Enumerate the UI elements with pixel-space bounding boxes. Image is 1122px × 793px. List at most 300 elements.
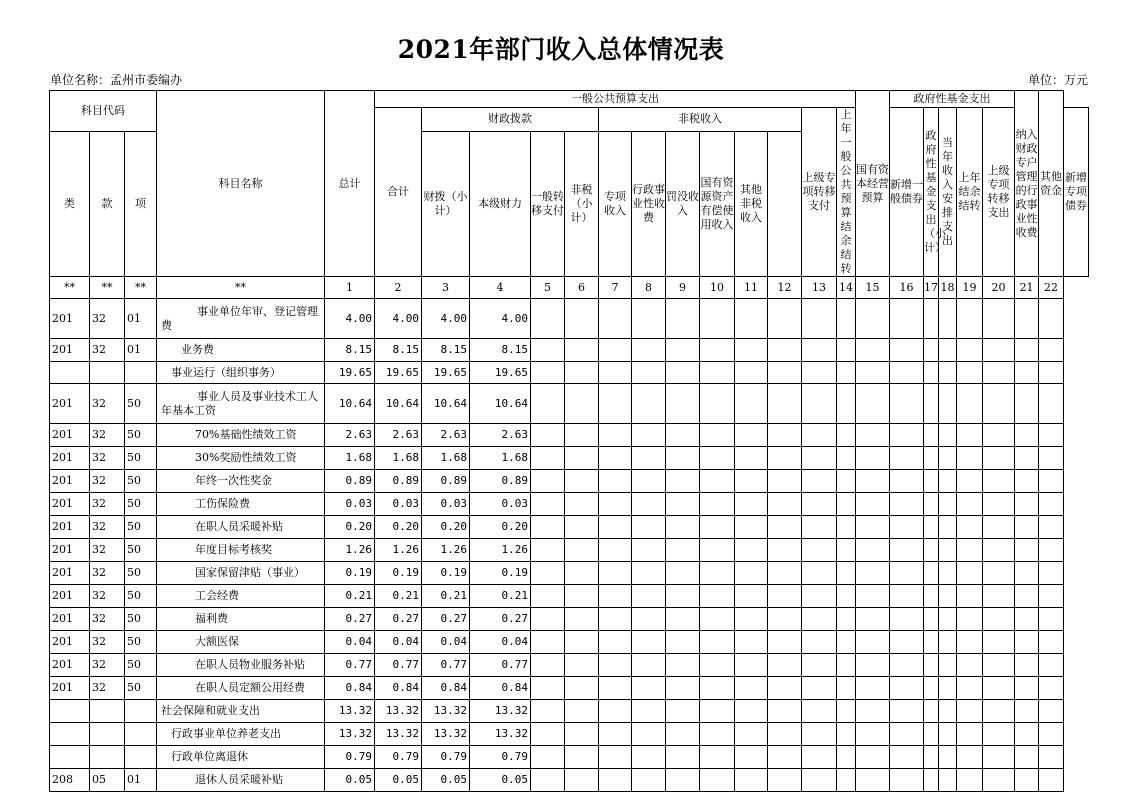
empty-cell [939, 362, 957, 384]
empty-cell [957, 539, 983, 562]
empty-cell [565, 700, 599, 723]
empty-cell [599, 384, 632, 424]
kuan-cell: 32 [90, 470, 125, 493]
sum-cell: 13.32 [375, 723, 422, 746]
empty-cell [957, 769, 983, 792]
empty-cell [924, 700, 939, 723]
table-row [50, 470, 1089, 493]
sum-cell: 1.26 [375, 539, 422, 562]
empty-cell [957, 447, 983, 470]
empty-cell [735, 746, 768, 769]
empty-cell [1015, 424, 1039, 447]
local-fiscal-cell: 0.21 [470, 585, 531, 608]
sum-cell: 0.20 [375, 516, 422, 539]
kuan-cell: 32 [90, 516, 125, 539]
xiang-cell: 50 [125, 585, 157, 608]
empty-cell [1015, 769, 1039, 792]
table-row [50, 562, 1089, 585]
kuan-cell: 32 [90, 677, 125, 700]
empty-cell [599, 516, 632, 539]
column-number-cell: 2 [375, 277, 422, 299]
empty-cell [1015, 299, 1039, 339]
empty-cell [735, 585, 768, 608]
empty-cell [531, 654, 565, 677]
total-cell: 0.20 [325, 516, 375, 539]
empty-cell [599, 424, 632, 447]
empty-cell [802, 608, 837, 631]
empty-cell [666, 608, 700, 631]
empty-cell [700, 447, 735, 470]
empty-cell [531, 631, 565, 654]
empty-cell [565, 585, 599, 608]
empty-cell [802, 362, 837, 384]
empty-cell [565, 608, 599, 631]
empty-cell [565, 516, 599, 539]
empty-cell [599, 539, 632, 562]
empty-cell [837, 677, 856, 700]
empty-cell [632, 424, 666, 447]
empty-cell [957, 631, 983, 654]
lei-cell: 201 [50, 539, 90, 562]
empty-cell [837, 608, 856, 631]
local-fiscal-cell: 0.19 [470, 562, 531, 585]
table-row [50, 362, 1089, 384]
empty-cell [1015, 654, 1039, 677]
table-row [50, 677, 1089, 700]
last-year-carry-header: 上年结余结转 [957, 108, 983, 277]
empty-cell [837, 447, 856, 470]
empty-cell [632, 562, 666, 585]
empty-cell [802, 299, 837, 339]
subject-name-cell: 30%奖励性绩效工资 [157, 447, 325, 470]
empty-cell [632, 585, 666, 608]
subject-name-cell: 年终一次性奖金 [157, 470, 325, 493]
empty-cell [837, 700, 856, 723]
empty-cell [632, 539, 666, 562]
general-budget-header: 一般公共预算支出 [375, 91, 856, 108]
empty-cell [924, 608, 939, 631]
xiang-cell: 01 [125, 769, 157, 792]
empty-cell [768, 700, 802, 723]
sum-cell: 10.64 [375, 384, 422, 424]
kuan-cell [90, 362, 125, 384]
empty-cell [1039, 654, 1064, 677]
empty-cell [700, 362, 735, 384]
empty-cell [890, 723, 924, 746]
empty-cell [924, 384, 939, 424]
empty-cell [983, 723, 1015, 746]
lei-header: 类 [50, 131, 90, 276]
empty-cell [1039, 539, 1064, 562]
empty-cell [856, 516, 890, 539]
empty-cell [531, 299, 565, 339]
empty-cell [531, 339, 565, 362]
sum-cell: 13.32 [375, 700, 422, 723]
table-row [50, 723, 1089, 746]
empty-cell [632, 654, 666, 677]
empty-cell [632, 362, 666, 384]
empty-cell [983, 631, 1015, 654]
kuan-cell: 32 [90, 339, 125, 362]
empty-cell [837, 339, 856, 362]
table-row [50, 384, 1089, 424]
table-row [50, 493, 1089, 516]
empty-cell [768, 470, 802, 493]
empty-cell [957, 424, 983, 447]
xiang-cell [125, 700, 157, 723]
empty-cell [531, 447, 565, 470]
empty-cell [802, 493, 837, 516]
lei-cell [50, 746, 90, 769]
xiang-cell: 50 [125, 631, 157, 654]
column-number-cell: 20 [983, 277, 1015, 299]
empty-cell [957, 362, 983, 384]
column-number-cell: 5 [531, 277, 565, 299]
empty-cell [531, 608, 565, 631]
empty-cell [837, 654, 856, 677]
empty-cell [1015, 339, 1039, 362]
empty-cell [735, 516, 768, 539]
empty-cell [1039, 562, 1064, 585]
empty-cell [957, 654, 983, 677]
empty-cell [735, 562, 768, 585]
empty-cell [565, 539, 599, 562]
empty-cell [957, 516, 983, 539]
empty-cell [700, 746, 735, 769]
xiang-cell: 50 [125, 516, 157, 539]
sum-cell: 0.84 [375, 677, 422, 700]
empty-cell [802, 769, 837, 792]
kuan-cell: 32 [90, 447, 125, 470]
empty-cell [666, 424, 700, 447]
mark-cell: ** [50, 277, 90, 299]
empty-cell [939, 654, 957, 677]
empty-cell [632, 746, 666, 769]
empty-cell [768, 299, 802, 339]
empty-cell [802, 447, 837, 470]
kuan-cell: 32 [90, 562, 125, 585]
empty-cell [856, 339, 890, 362]
empty-cell [565, 654, 599, 677]
mark-cell: ** [125, 277, 157, 299]
empty-cell [924, 299, 939, 339]
empty-cell [924, 493, 939, 516]
column-number-cell: 12 [768, 277, 802, 299]
current-year-header: 当年收入安排支出 [939, 108, 957, 277]
alloc-subtotal-cell: 1.26 [422, 539, 470, 562]
lei-cell [50, 362, 90, 384]
empty-cell [802, 516, 837, 539]
empty-cell [735, 493, 768, 516]
empty-cell [983, 700, 1015, 723]
empty-cell [1015, 384, 1039, 424]
total-cell: 0.79 [325, 746, 375, 769]
empty-cell [1015, 677, 1039, 700]
local-fiscal-header: 本级财力 [470, 131, 531, 276]
empty-cell [1039, 700, 1064, 723]
empty-cell [957, 585, 983, 608]
empty-cell [632, 447, 666, 470]
empty-cell [700, 677, 735, 700]
empty-cell [700, 339, 735, 362]
empty-cell [1039, 299, 1064, 339]
total-cell: 0.03 [325, 493, 375, 516]
empty-cell [1015, 723, 1039, 746]
empty-cell [565, 339, 599, 362]
xiang-cell [125, 362, 157, 384]
table-row [50, 769, 1089, 792]
empty-cell [837, 493, 856, 516]
kuan-cell: 32 [90, 384, 125, 424]
empty-cell [939, 631, 957, 654]
empty-cell [983, 470, 1015, 493]
subject-name-cell: 大额医保 [157, 631, 325, 654]
empty-cell [531, 516, 565, 539]
empty-cell [890, 585, 924, 608]
column-number-cell: 19 [957, 277, 983, 299]
empty-cell [802, 631, 837, 654]
empty-cell [632, 384, 666, 424]
empty-cell [768, 608, 802, 631]
empty-cell [666, 746, 700, 769]
table-row [50, 539, 1089, 562]
empty-cell [632, 339, 666, 362]
empty-cell [983, 362, 1015, 384]
empty-cell [768, 585, 802, 608]
empty-cell [924, 677, 939, 700]
empty-cell [599, 723, 632, 746]
subject-name-cell: 国家保留津贴（事业） [157, 562, 325, 585]
total-cell: 2.63 [325, 424, 375, 447]
empty-cell [856, 562, 890, 585]
empty-cell [666, 562, 700, 585]
empty-cell [890, 424, 924, 447]
empty-cell [666, 299, 700, 339]
xiang-cell [125, 746, 157, 769]
column-number-cell: 9 [666, 277, 700, 299]
column-number-cell: 4 [470, 277, 531, 299]
lei-cell: 201 [50, 384, 90, 424]
local-fiscal-cell: 0.79 [470, 746, 531, 769]
empty-cell [1039, 608, 1064, 631]
empty-cell [890, 447, 924, 470]
subject-code-header: 科目代码 [50, 91, 157, 132]
xiang-cell: 50 [125, 677, 157, 700]
empty-cell [890, 562, 924, 585]
empty-cell [531, 362, 565, 384]
empty-cell [957, 339, 983, 362]
empty-cell [939, 516, 957, 539]
column-number-cell: 1 [325, 277, 375, 299]
empty-cell [1039, 447, 1064, 470]
total-cell: 1.26 [325, 539, 375, 562]
empty-cell [837, 384, 856, 424]
empty-cell [666, 339, 700, 362]
empty-cell [1015, 447, 1039, 470]
empty-cell [856, 700, 890, 723]
empty-cell [1039, 493, 1064, 516]
empty-cell [1015, 362, 1039, 384]
empty-cell [768, 654, 802, 677]
empty-cell [735, 677, 768, 700]
total-cell: 13.32 [325, 723, 375, 746]
lei-cell [50, 723, 90, 746]
income-table [49, 90, 1089, 792]
empty-cell [666, 384, 700, 424]
empty-cell [802, 384, 837, 424]
column-number-cell: 3 [422, 277, 470, 299]
empty-cell [856, 723, 890, 746]
alloc-subtotal-cell: 8.15 [422, 339, 470, 362]
empty-cell [768, 362, 802, 384]
empty-cell [837, 362, 856, 384]
lei-cell: 201 [50, 654, 90, 677]
empty-cell [924, 654, 939, 677]
empty-cell [957, 384, 983, 424]
kuan-cell: 05 [90, 769, 125, 792]
empty-cell [531, 493, 565, 516]
empty-cell [924, 562, 939, 585]
empty-cell [957, 700, 983, 723]
empty-cell [1015, 746, 1039, 769]
subject-name-cell: 福利费 [157, 608, 325, 631]
empty-cell [666, 700, 700, 723]
alloc-subtotal-header: 财拨（小计） [422, 131, 470, 276]
empty-cell [1039, 362, 1064, 384]
empty-cell [957, 493, 983, 516]
empty-cell [700, 539, 735, 562]
empty-cell [1039, 470, 1064, 493]
alloc-subtotal-cell: 2.63 [422, 424, 470, 447]
empty-cell [1015, 585, 1039, 608]
xiang-cell: 50 [125, 493, 157, 516]
empty-cell [837, 585, 856, 608]
sum-cell: 0.21 [375, 585, 422, 608]
kuan-cell: 32 [90, 493, 125, 516]
empty-cell [1039, 723, 1064, 746]
xiang-cell: 50 [125, 608, 157, 631]
upper-transfer-header: 上级专项转移支出 [983, 108, 1015, 277]
alloc-subtotal-cell: 1.68 [422, 447, 470, 470]
empty-cell [939, 539, 957, 562]
fiscal-allocation-header: 财政拨款 [422, 108, 599, 132]
empty-cell [700, 562, 735, 585]
alloc-subtotal-cell: 0.84 [422, 677, 470, 700]
empty-cell [856, 677, 890, 700]
empty-cell [768, 424, 802, 447]
empty-cell [531, 384, 565, 424]
empty-cell [890, 700, 924, 723]
total-cell: 0.05 [325, 769, 375, 792]
empty-cell [768, 677, 802, 700]
empty-cell [735, 384, 768, 424]
empty-cell [768, 723, 802, 746]
sum-cell: 19.65 [375, 362, 422, 384]
local-fiscal-cell: 0.20 [470, 516, 531, 539]
empty-cell [565, 470, 599, 493]
subject-name-cell: 在职人员定额公用经费 [157, 677, 325, 700]
column-number-cell: 21 [1015, 277, 1039, 299]
table-row [50, 424, 1089, 447]
empty-cell [837, 516, 856, 539]
alloc-subtotal-cell: 13.32 [422, 700, 470, 723]
empty-cell [768, 562, 802, 585]
table-row [50, 746, 1089, 769]
empty-cell [802, 339, 837, 362]
empty-cell [802, 677, 837, 700]
empty-cell [802, 723, 837, 746]
kuan-cell: 32 [90, 585, 125, 608]
table-row [50, 447, 1089, 470]
empty-cell [983, 339, 1015, 362]
unit-money-label: 单位：万元 [1027, 73, 1088, 87]
empty-cell [599, 447, 632, 470]
empty-cell [666, 677, 700, 700]
empty-cell [666, 654, 700, 677]
empty-cell [939, 339, 957, 362]
lei-cell: 201 [50, 470, 90, 493]
xiang-cell: 50 [125, 470, 157, 493]
xiang-cell: 50 [125, 539, 157, 562]
local-fiscal-cell: 1.26 [470, 539, 531, 562]
empty-cell [599, 562, 632, 585]
empty-cell [565, 746, 599, 769]
local-fiscal-cell: 0.03 [470, 493, 531, 516]
local-fiscal-cell: 13.32 [470, 700, 531, 723]
empty-cell [957, 562, 983, 585]
empty-cell [890, 299, 924, 339]
empty-cell [924, 769, 939, 792]
kuan-cell [90, 700, 125, 723]
xiang-cell: 01 [125, 299, 157, 339]
sum-cell: 1.68 [375, 447, 422, 470]
empty-cell [924, 631, 939, 654]
empty-cell [599, 299, 632, 339]
empty-cell [735, 339, 768, 362]
empty-cell [856, 654, 890, 677]
empty-cell [890, 339, 924, 362]
column-number-cell: 8 [632, 277, 666, 299]
mark-cell: ** [157, 277, 325, 299]
empty-cell [939, 562, 957, 585]
empty-cell [599, 746, 632, 769]
empty-cell [531, 539, 565, 562]
empty-cell [768, 769, 802, 792]
empty-cell [531, 470, 565, 493]
xiang-cell: 01 [125, 339, 157, 362]
empty-cell [890, 654, 924, 677]
kuan-cell: 32 [90, 631, 125, 654]
empty-cell [924, 539, 939, 562]
lei-cell: 201 [50, 299, 90, 339]
alloc-subtotal-cell: 0.21 [422, 585, 470, 608]
empty-cell [957, 746, 983, 769]
alloc-subtotal-cell: 0.27 [422, 608, 470, 631]
empty-cell [890, 493, 924, 516]
empty-cell [735, 362, 768, 384]
state-capital-header: 国有资本经营预算 [856, 91, 890, 277]
empty-cell [939, 424, 957, 447]
column-number-cell: 13 [802, 277, 837, 299]
table-row [50, 339, 1089, 362]
alloc-subtotal-cell: 10.64 [422, 384, 470, 424]
fiscal-account-header: 纳入财政专户管理的行政事业性收费 [1015, 91, 1039, 277]
empty-cell [700, 723, 735, 746]
empty-cell [1039, 339, 1064, 362]
subject-name-cell: 行政单位离退休 [157, 746, 325, 769]
empty-cell [531, 424, 565, 447]
new-general-bond-header: 新增一般债券 [890, 108, 924, 277]
